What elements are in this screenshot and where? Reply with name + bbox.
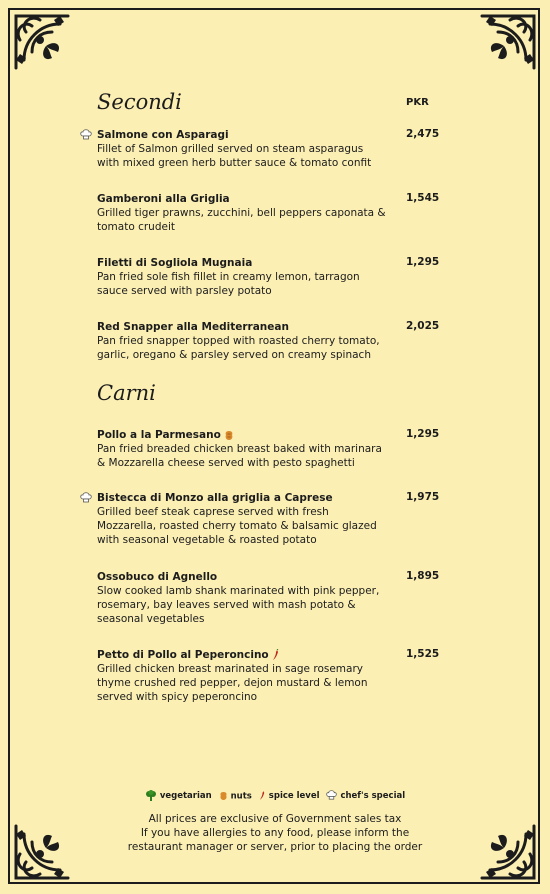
item-price: 2,475 — [406, 128, 440, 140]
menu-item — [97, 491, 387, 547]
item-name: Gamberoni alla Griglia — [97, 193, 230, 205]
item-description: Pan fried breaded chicken breast baked with marinara & Mozzarella cheese served with pesto spaghetti — [97, 443, 382, 469]
legend-label: chef's special — [340, 791, 406, 801]
item-name: Ossobuco di Agnello — [97, 571, 218, 583]
nut-icon — [224, 430, 234, 441]
item-description: Grilled beef steak caprese served with fresh Mozzarella, roasted cherry tomato & balsamic glazed with seasonal vegetable & roasted potato — [97, 506, 377, 546]
legend-label: spice level — [268, 791, 320, 801]
legend-label: nuts — [230, 791, 252, 801]
section-title-carni: Carni — [97, 381, 156, 405]
legend-spice — [259, 790, 320, 801]
section-title-secondi: Secondi — [97, 90, 182, 114]
legend-nuts — [219, 791, 252, 802]
broccoli-icon — [145, 790, 157, 801]
chef-hat-icon — [326, 790, 337, 801]
chef-hat-icon — [80, 129, 92, 141]
menu-item — [97, 570, 387, 626]
footer-line: All prices are exclusive of Government sales tax — [148, 813, 402, 825]
item-description: Fillet of Salmon grilled served on steam asparagus with mixed green herb butter sauce & tomato confit — [97, 143, 372, 169]
item-name-row — [97, 428, 387, 442]
footer-note — [0, 812, 550, 854]
menu-item — [97, 192, 387, 234]
chef-hat-icon — [80, 492, 92, 504]
menu-item — [97, 428, 387, 470]
item-price: 1,975 — [406, 491, 440, 503]
item-name: Red Snapper alla Mediterranean — [97, 321, 289, 333]
footer-line: restaurant manager or server, prior to placing the order — [127, 841, 423, 853]
legend — [0, 790, 550, 801]
item-name: Bistecca di Monzo alla griglia a Caprese — [97, 492, 333, 504]
item-name: Petto di Pollo al Peperoncino — [97, 649, 269, 661]
legend-chef — [326, 790, 405, 801]
item-price: 1,895 — [406, 570, 440, 582]
item-name: Pollo a la Parmesano — [97, 429, 221, 441]
item-description: Pan fried sole fish fillet in creamy lemon, tarragon sauce served with parsley potato — [97, 271, 360, 297]
menu-item — [97, 320, 387, 362]
item-description: Pan fried snapper topped with roasted cherry tomato, garlic, oregano & parsley served on creamy spinach — [97, 335, 380, 361]
item-price: 2,025 — [406, 320, 440, 332]
menu-item — [97, 256, 387, 298]
legend-vegetarian — [145, 790, 212, 801]
item-name: Salmone con Asparagi — [97, 129, 229, 141]
chili-icon — [272, 649, 280, 661]
corner-ornament-icon — [476, 10, 540, 74]
item-price: 1,295 — [406, 256, 440, 268]
item-price: 1,295 — [406, 428, 440, 440]
item-description: Grilled tiger prawns, zucchini, bell peppers caponata & tomato crudeit — [97, 207, 386, 233]
corner-ornament-icon — [10, 10, 74, 74]
legend-label: vegetarian — [159, 791, 212, 801]
menu-item — [97, 128, 387, 170]
item-price: 1,545 — [406, 192, 440, 204]
item-price: 1,525 — [406, 648, 440, 660]
footer-line: If you have allergies to any food, please inform the — [140, 827, 410, 839]
item-name-row — [97, 648, 387, 662]
item-name: Filetti di Sogliola Mugnaia — [97, 257, 253, 269]
item-description: Grilled chicken breast marinated in sage rosemary thyme crushed red pepper, dejon mustard & lemon served with spicy peperoncino — [97, 663, 368, 703]
menu-item — [97, 648, 387, 704]
chili-icon — [259, 790, 266, 801]
nut-icon — [219, 791, 228, 801]
currency-label: PKR — [406, 97, 429, 108]
item-description: Slow cooked lamb shank marinated with pink pepper, rosemary, bay leaves served with mash potato & seasonal vegetables — [97, 585, 380, 625]
